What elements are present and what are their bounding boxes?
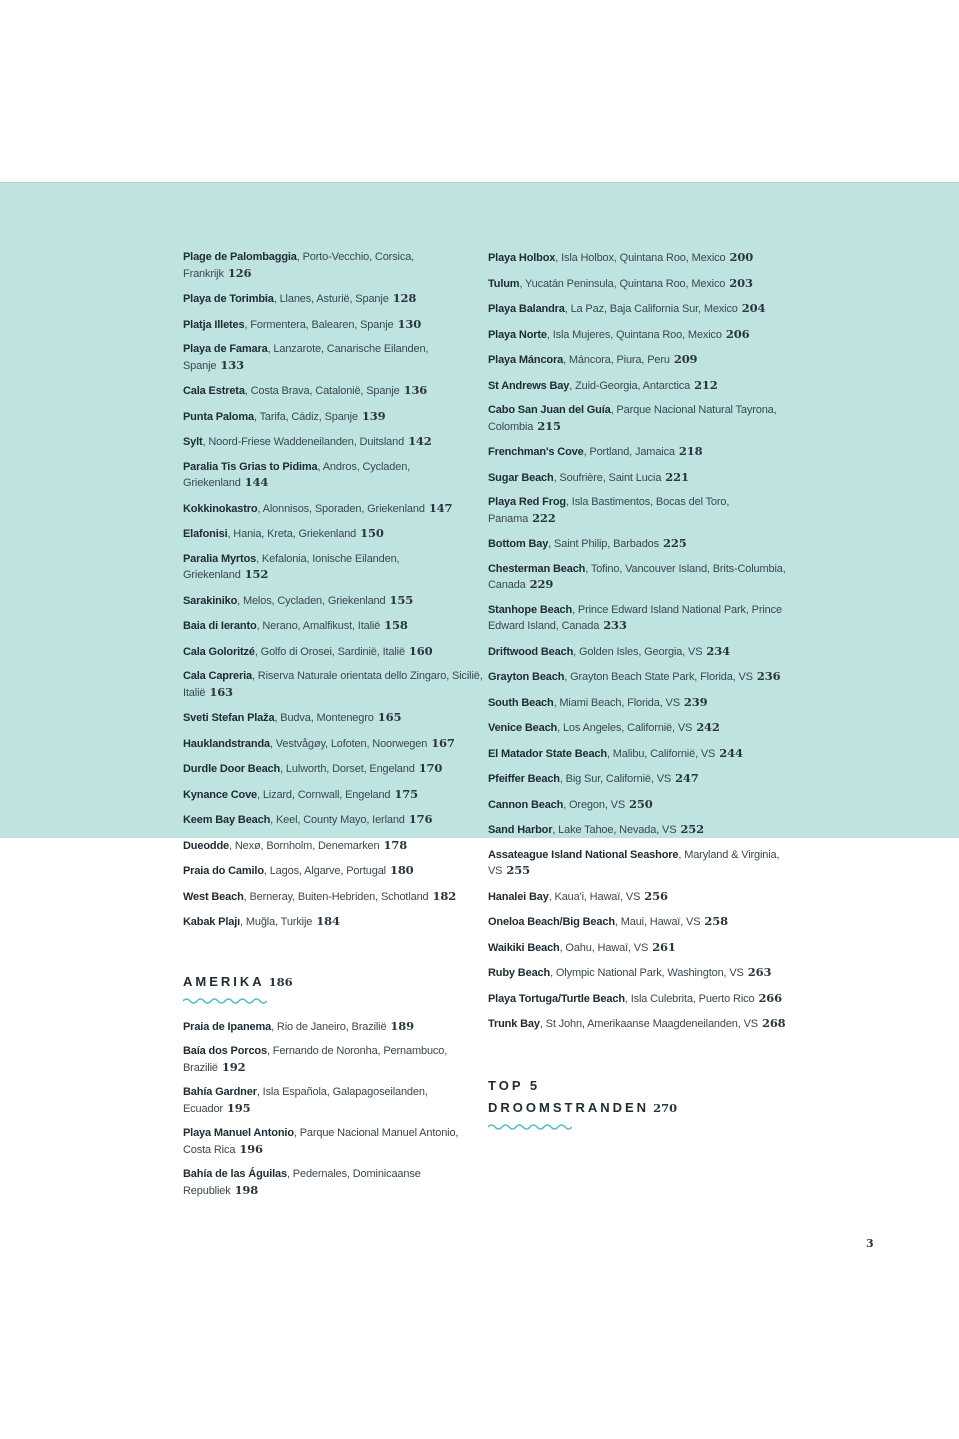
toc-entry[interactable] — [488, 914, 798, 931]
beach-location: , Parque Nacional Manuel Antonio, Costa Rica — [183, 1127, 459, 1156]
toc-entry[interactable] — [488, 965, 798, 982]
entry-page-number: 263 — [747, 965, 772, 979]
beach-location: , Noord-Friese Waddeneilanden, Duitsland — [202, 436, 405, 448]
beach-location: , Maui, Hawaï, VS — [614, 916, 701, 928]
beach-location: , Isla Española, Galapagoseilanden, Ecuador — [183, 1086, 428, 1115]
entry-page-number: 170 — [418, 761, 443, 775]
toc-left-column — [183, 250, 483, 1208]
entry-page-number: 150 — [360, 526, 384, 540]
beach-name: Baía dos Porcos — [183, 1045, 267, 1057]
entry-page-number: 222 — [532, 510, 556, 525]
beach-name: South Beach — [488, 696, 554, 709]
beach-location: , Lizard, Cornwall, Engeland — [257, 788, 391, 801]
entry-page-number: 142 — [408, 434, 432, 448]
beach-location: , Muğla, Turkije — [240, 916, 313, 928]
beach-name: Venice Beach — [488, 722, 558, 734]
beach-name: Sylt — [183, 436, 203, 448]
beach-location: , Soufrière, Saint Lucia — [553, 471, 662, 484]
toc-entry[interactable] — [183, 552, 483, 584]
beach-location: , Los Angeles, Californië, VS — [557, 722, 693, 734]
toc-entry[interactable] — [183, 342, 483, 374]
beach-location: , Isla Bastimentos, Bocas del Toro, Panama — [488, 496, 730, 525]
entry-page-number: 175 — [394, 786, 418, 801]
toc-entry[interactable] — [183, 787, 483, 804]
entry-page-number: 152 — [244, 567, 269, 581]
toc-entry[interactable] — [183, 838, 483, 855]
beach-name: Playa Tortuga/Turtle Beach — [488, 992, 625, 1005]
toc-entry[interactable] — [183, 1167, 483, 1199]
toc-entry[interactable] — [488, 822, 798, 839]
beach-name: Kokkinokastro — [183, 502, 258, 515]
beach-location: , Golfo di Orosei, Sardinië, Italië — [254, 645, 405, 658]
toc-entry[interactable] — [488, 250, 798, 267]
entry-page-number: 229 — [529, 577, 554, 591]
beach-name: Playa de Torimbia — [183, 293, 274, 305]
beach-name: Bahía de las Águilas — [183, 1168, 287, 1180]
wave-divider-icon — [488, 1123, 572, 1131]
entry-page-number: 206 — [725, 326, 750, 341]
toc-entry[interactable] — [488, 444, 798, 461]
toc-entry[interactable] — [183, 501, 483, 518]
beach-location: , Golden Isles, Georgia, VS — [573, 645, 703, 658]
entry-page-number: 215 — [537, 418, 561, 433]
toc-entry[interactable] — [183, 812, 483, 829]
entry-page-number: 236 — [756, 669, 781, 683]
section-title-text: AMERIKA — [183, 973, 265, 989]
beach-location: , Nexø, Bornholm, Denemarken — [229, 839, 380, 852]
beach-location: , Saint Philip, Barbados — [548, 538, 659, 550]
europe-entries — [183, 250, 483, 931]
beach-location: , Lanzarote, Canarische Eilanden, Spanje — [183, 343, 429, 372]
toc-entry[interactable] — [183, 618, 483, 635]
beach-name: West Beach — [183, 890, 244, 903]
beach-location: , Máncora, Piura, Peru — [563, 354, 670, 366]
beach-location: , Formentera, Balearen, Spanje — [244, 318, 394, 331]
toc-entry[interactable] — [488, 301, 798, 318]
section-page-number: 186 — [268, 974, 293, 989]
entry-page-number: 200 — [729, 250, 754, 264]
beach-name: Ruby Beach — [488, 967, 551, 979]
entry-page-number: 182 — [432, 888, 457, 903]
beach-name: Bahía Gardner — [183, 1086, 257, 1098]
beach-location: , Fernando de Noronha, Pernambuco, Brazilië — [183, 1045, 448, 1074]
toc-entry[interactable] — [183, 644, 483, 661]
beach-name: Playa Balandra — [488, 303, 565, 315]
entry-page-number: 250 — [629, 796, 653, 811]
beach-location: , Big Sur, Californië, VS — [559, 773, 672, 785]
toc-entry[interactable] — [488, 562, 798, 594]
amerika-entries-continued — [488, 250, 798, 1033]
beach-location: , Kefalonia, Ionische Eilanden, Griekenland — [183, 552, 400, 581]
section-title-amerika[interactable] — [183, 971, 483, 993]
beach-location: , Andros, Cycladen, Griekenland — [183, 460, 411, 489]
beach-name: Hauklandstranda — [183, 737, 270, 750]
toc-entry[interactable] — [488, 940, 798, 957]
beach-name: Playa de Famara — [183, 343, 268, 355]
beach-location: , Grayton Beach State Park, Florida, VS — [564, 671, 753, 683]
section-title-top5-line1[interactable] — [488, 1075, 798, 1097]
beach-name: Paralia Tis Grias to Pidima — [183, 460, 318, 473]
entry-page-number: 221 — [665, 469, 689, 484]
toc-entry[interactable] — [488, 470, 798, 487]
wave-divider-icon — [183, 997, 267, 1005]
toc-entry[interactable] — [183, 1019, 483, 1036]
beach-name: Chesterman Beach — [488, 562, 586, 575]
entry-page-number: 252 — [680, 822, 704, 836]
toc-entry[interactable] — [488, 695, 798, 712]
beach-location: , Miami Beach, Florida, VS — [553, 696, 680, 709]
beach-location: , Alonnisos, Sporaden, Griekenland — [257, 502, 425, 515]
beach-location: , Riserva Naturale orientata dello Zingaro, Sicilië, Italië — [183, 670, 483, 699]
toc-entry[interactable] — [183, 409, 483, 426]
toc-entry[interactable] — [183, 736, 483, 753]
beach-location: , Prince Edward Island National Park, Prince Edward Island, Canada — [488, 603, 782, 632]
toc-entry[interactable] — [488, 746, 798, 763]
entry-page-number: 261 — [652, 939, 676, 954]
entry-page-number: 209 — [673, 352, 698, 366]
entry-page-number: 204 — [741, 301, 766, 315]
toc-entry[interactable] — [183, 710, 483, 727]
toc-entry[interactable] — [183, 1085, 483, 1117]
entry-page-number: 189 — [390, 1018, 414, 1033]
beach-name: Durdle Door Beach — [183, 763, 281, 775]
toc-entry[interactable] — [488, 352, 798, 369]
beach-name: Cabo San Juan del Guía — [488, 404, 611, 416]
beach-location: , Keel, County Mayo, Ierland — [270, 814, 405, 826]
beach-location: , Berneray, Buiten-Hebriden, Schotland — [243, 890, 429, 903]
beach-location: , Kaua'i, Hawaï, VS — [548, 890, 641, 903]
beach-location: , La Paz, Baja California Sur, Mexico — [564, 303, 738, 315]
beach-name: Cala Capreria — [183, 670, 252, 682]
beach-location: , Isla Mujeres, Quintana Roo, Mexico — [546, 328, 722, 341]
beach-name: Paralia Myrtos — [183, 552, 257, 565]
beach-name: Praia de Ipanema — [183, 1020, 272, 1033]
entry-page-number: 133 — [220, 357, 244, 372]
section-title-text: DROOMSTRANDEN — [488, 1099, 650, 1115]
beach-name: Grayton Beach — [488, 671, 565, 683]
entry-page-number: 242 — [696, 720, 720, 734]
entry-page-number: 196 — [239, 1141, 263, 1156]
entry-page-number: 180 — [389, 863, 414, 877]
beach-name: Playa Red Frog — [488, 496, 566, 508]
entry-page-number: 266 — [758, 990, 783, 1005]
toc-entry[interactable] — [488, 797, 798, 814]
toc-entry[interactable] — [183, 669, 483, 701]
toc-entry[interactable] — [488, 669, 798, 686]
entry-page-number: 225 — [662, 536, 687, 550]
beach-name: Cala Estreta — [183, 385, 245, 397]
beach-name: Pfeiffer Beach — [488, 773, 560, 785]
entry-page-number: 160 — [408, 643, 433, 658]
toc-entry[interactable] — [488, 603, 798, 635]
beach-name: Playa Holbox — [488, 252, 556, 264]
toc-entry[interactable] — [488, 327, 798, 344]
beach-location: , Costa Brava, Catalonië, Spanje — [244, 385, 400, 397]
beach-location: , Budva, Montenegro — [274, 712, 374, 724]
entry-page-number: 268 — [761, 1016, 786, 1030]
toc-entry[interactable] — [183, 383, 483, 400]
beach-name: Waikiki Beach — [488, 941, 560, 954]
beach-name: Cala Goloritzé — [183, 645, 255, 658]
beach-location: , Zuid-Georgia, Antarctica — [569, 379, 691, 392]
entry-page-number: 203 — [729, 275, 753, 290]
beach-location: , Oahu, Hawaï, VS — [559, 941, 649, 954]
section-title-text: TOP 5 — [488, 1077, 541, 1093]
beach-location: , Lulworth, Dorset, Engeland — [280, 763, 415, 775]
toc-entry[interactable] — [183, 317, 483, 334]
section-amerika — [183, 971, 483, 1005]
toc-entry[interactable] — [183, 1126, 483, 1158]
beach-location: , Hania, Kreta, Griekenland — [227, 528, 357, 540]
entry-page-number: 176 — [408, 812, 433, 826]
section-page-number: 270 — [653, 1100, 678, 1115]
entry-page-number: 233 — [603, 618, 627, 632]
entry-page-number: 158 — [384, 618, 408, 632]
beach-name: Hanalei Bay — [488, 890, 549, 903]
entry-page-number: 163 — [209, 684, 233, 699]
beach-name: Dueodde — [183, 839, 230, 852]
entry-page-number: 192 — [221, 1059, 246, 1074]
beach-name: Kabak Plajı — [183, 916, 241, 928]
entry-page-number: 144 — [244, 475, 269, 489]
section-top5 — [488, 1075, 798, 1131]
entry-page-number: 165 — [377, 710, 402, 724]
toc-entry[interactable] — [488, 378, 798, 395]
entry-page-number: 247 — [675, 771, 699, 785]
entry-page-number: 147 — [428, 500, 453, 515]
beach-location: , Tofino, Vancouver Island, Brits-Columbia, Canada — [488, 562, 786, 591]
page-number: 3 — [866, 1237, 874, 1250]
beach-location: , Isla Holbox, Quintana Roo, Mexico — [555, 252, 726, 264]
beach-location: , Porto-Vecchio, Corsica, Frankrijk — [183, 251, 415, 280]
beach-name: Frenchman's Cove — [488, 446, 584, 458]
beach-location: , Rio de Janeiro, Brazilië — [271, 1020, 387, 1033]
beach-name: Playa Norte — [488, 328, 547, 341]
toc-entry[interactable] — [183, 291, 483, 308]
toc-entry[interactable] — [488, 644, 798, 661]
beach-name: Elafonisi — [183, 528, 228, 540]
toc-entry[interactable] — [183, 250, 483, 282]
beach-name: Bottom Bay — [488, 538, 549, 550]
beach-location: , St John, Amerikaanse Maagdeneilanden, VS — [539, 1018, 758, 1030]
entry-page-number: 139 — [361, 408, 386, 423]
beach-name: El Matador State Beach — [488, 747, 607, 760]
entry-page-number: 239 — [683, 694, 708, 709]
toc-right-column — [488, 250, 798, 1145]
entry-page-number: 178 — [383, 837, 408, 852]
beach-location: , Oregon, VS — [563, 798, 626, 811]
beach-name: Praia do Camilo — [183, 865, 264, 877]
entry-page-number: 167 — [431, 735, 455, 750]
beach-name: Cannon Beach — [488, 798, 564, 811]
toc-entry[interactable] — [488, 403, 798, 435]
beach-location: , Vestvågøy, Lofoten, Noorwegen — [270, 737, 428, 750]
beach-name: Keem Bay Beach — [183, 814, 271, 826]
beach-location: , Pedernales, Dominicaanse Republiek — [183, 1168, 421, 1197]
entry-page-number: 218 — [678, 444, 703, 458]
entry-page-number: 155 — [389, 592, 414, 607]
toc-entry[interactable] — [183, 914, 483, 931]
beach-location: , Tarifa, Cádiz, Spanje — [253, 410, 358, 423]
toc-entry[interactable] — [488, 991, 798, 1008]
beach-name: Kynance Cove — [183, 788, 258, 801]
beach-location: , Yucatán Peninsula, Quintana Roo, Mexico — [519, 277, 726, 290]
beach-name: Tulum — [488, 277, 520, 290]
beach-name: Baia di Ieranto — [183, 620, 257, 632]
beach-location: , Llanes, Asturië, Spanje — [273, 293, 389, 305]
beach-name: Playa Manuel Antonio — [183, 1127, 294, 1139]
toc-entry[interactable] — [183, 1044, 483, 1076]
toc-entry[interactable] — [488, 276, 798, 293]
entry-page-number: 212 — [694, 377, 718, 392]
beach-location: , Portland, Jamaica — [583, 446, 675, 458]
beach-location: , Lagos, Algarve, Portugal — [263, 865, 386, 877]
beach-name: Sarakiniko — [183, 594, 238, 607]
entry-page-number: 130 — [397, 316, 422, 331]
entry-page-number: 258 — [704, 914, 728, 928]
toc-entry[interactable] — [183, 460, 483, 492]
beach-name: Playa Máncora — [488, 354, 564, 366]
toc-entry[interactable] — [488, 1016, 798, 1033]
entry-page-number: 136 — [403, 383, 428, 397]
entry-page-number: 126 — [227, 265, 252, 280]
beach-name: Punta Paloma — [183, 410, 254, 423]
entry-page-number: 255 — [506, 863, 530, 877]
toc-entry[interactable] — [183, 434, 483, 451]
beach-location: , Parque Nacional Natural Tayrona, Colombia — [488, 404, 777, 433]
entry-page-number: 256 — [644, 888, 668, 903]
beach-name: Driftwood Beach — [488, 645, 574, 658]
beach-name: Assateague Island National Seashore — [488, 848, 679, 861]
toc-entry[interactable] — [183, 761, 483, 778]
entry-page-number: 234 — [706, 643, 730, 658]
entry-page-number: 128 — [392, 291, 417, 305]
toc-entry[interactable] — [488, 848, 798, 880]
beach-name: Trunk Bay — [488, 1018, 540, 1030]
toc-entry[interactable] — [488, 495, 798, 527]
beach-location: , Isla Culebrita, Puerto Rico — [624, 992, 755, 1005]
entry-page-number: 195 — [226, 1100, 251, 1115]
toc-entry[interactable] — [488, 536, 798, 553]
toc-entry[interactable] — [488, 720, 798, 737]
beach-location: , Nerano, Amalfikust, Italië — [256, 620, 381, 632]
toc-entry[interactable] — [183, 593, 483, 610]
toc-entry[interactable] — [183, 889, 483, 906]
amerika-entries — [183, 1019, 483, 1200]
beach-name: Oneloa Beach/Big Beach — [488, 916, 615, 928]
beach-name: Sand Harbor — [488, 824, 553, 836]
entry-page-number: 244 — [719, 745, 743, 760]
beach-name: Platja Illetes — [183, 318, 245, 331]
beach-name: Plage de Palombaggia — [183, 251, 297, 263]
beach-location: , Melos, Cycladen, Griekenland — [237, 594, 386, 607]
beach-location: , Olympic National Park, Washington, VS — [550, 967, 744, 979]
beach-location: , Malibu, Californië, VS — [606, 747, 716, 760]
beach-location: , Lake Tahoe, Nevada, VS — [552, 824, 677, 836]
beach-name: Stanhope Beach — [488, 603, 573, 616]
beach-location: , Maryland & Virginia, VS — [488, 848, 780, 877]
entry-page-number: 184 — [316, 914, 340, 928]
toc-entry[interactable] — [488, 889, 798, 906]
beach-name: St Andrews Bay — [488, 379, 570, 392]
beach-name: Sveti Stefan Plaža — [183, 712, 275, 724]
toc-entry[interactable] — [183, 863, 483, 880]
entry-page-number: 198 — [234, 1182, 259, 1197]
toc-entry[interactable] — [183, 526, 483, 543]
toc-entry[interactable] — [488, 771, 798, 788]
beach-name: Sugar Beach — [488, 471, 554, 484]
section-title-top5-line2[interactable] — [488, 1097, 798, 1119]
